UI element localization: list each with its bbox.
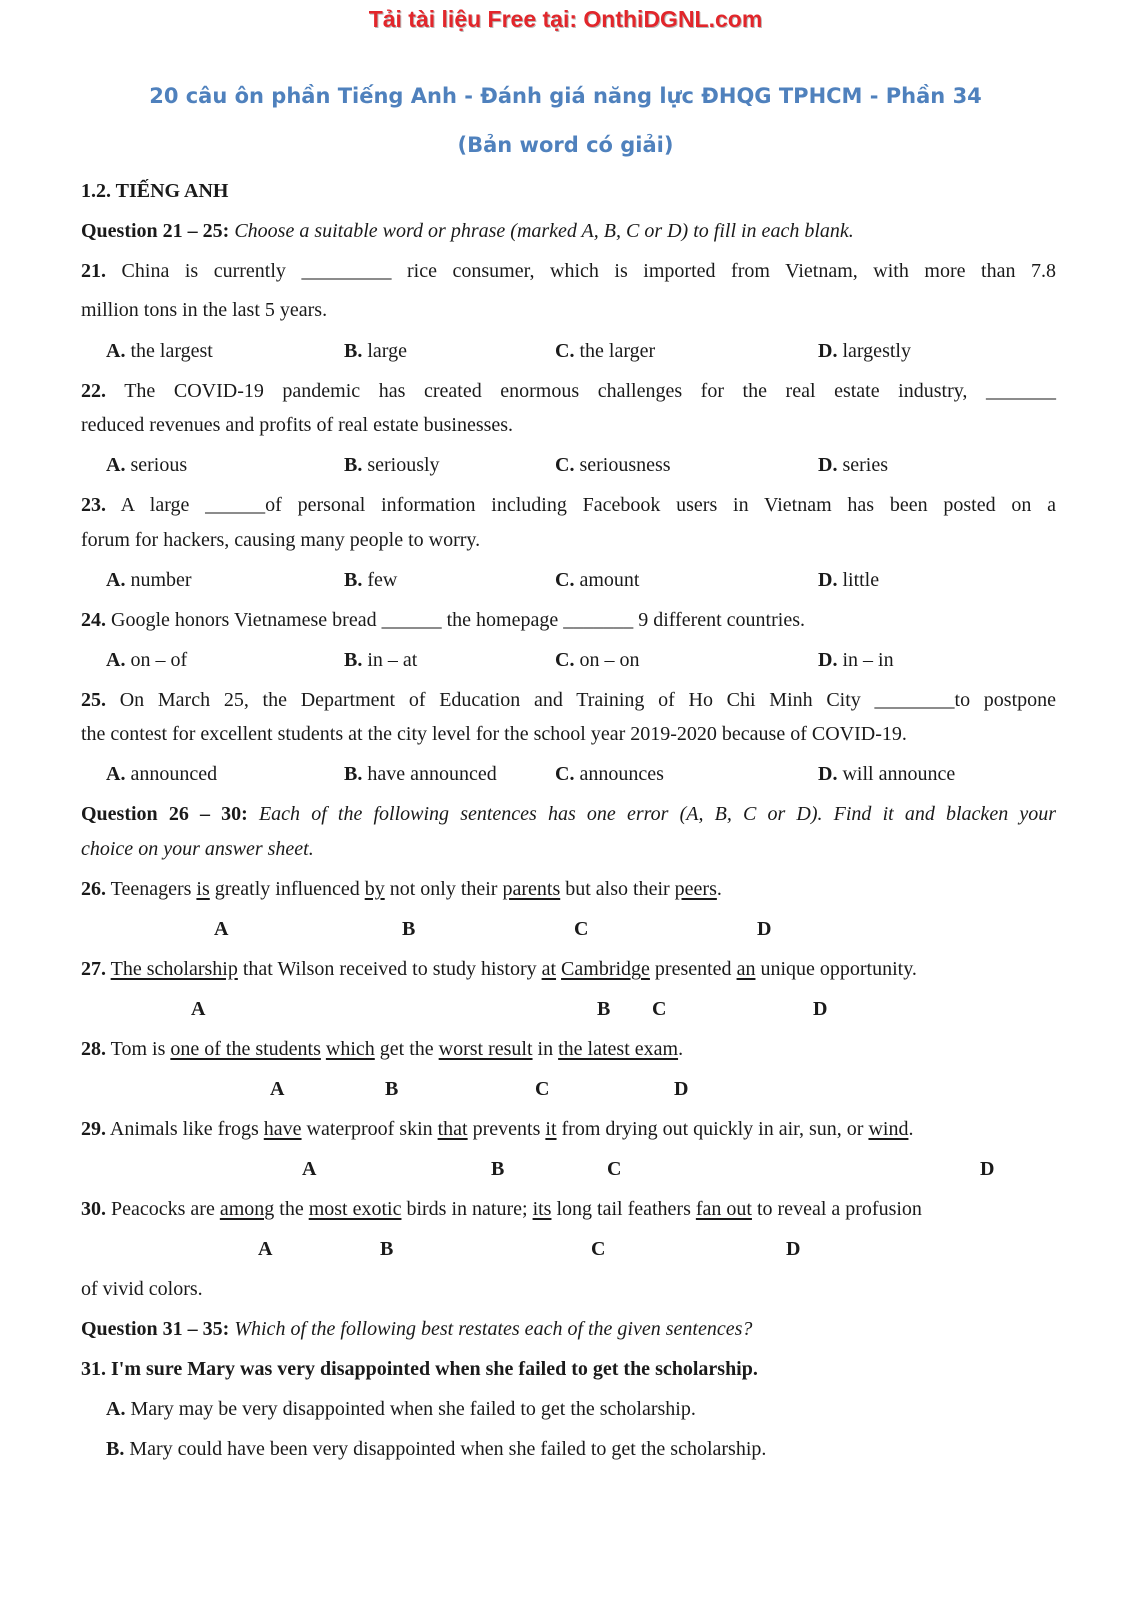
question-30: 30. Peacocks are among the most exotic birds in nature; its long tail feathers fan out to reveal a profusion [81,1198,922,1220]
question-number: 21. [81,260,106,282]
question-25-continued: the contest for excellent students at the city level for the school year 2019-2020 because of COVID-19. [81,723,907,745]
q26-segment-a[interactable]: is [196,878,210,900]
download-banner: Tải tài liệu Free tại: OnthiDGNL.com [368,6,763,32]
question-21-continued: million tons in the last 5 years. [81,299,328,321]
question-23-continued: forum for hackers, causing many people to worry. [81,529,481,551]
part1-instruction-text: Choose a suitable word or phrase (marked A, B, C or D) to fill in each blank. [234,220,854,242]
q29-label-d: D [980,1158,995,1180]
q30-segment-b[interactable]: most exotic [308,1198,402,1220]
q21-option-b[interactable]: B. large [344,340,407,362]
q26-label-d: D [757,918,772,940]
q31-option-b[interactable]: B. Mary could have been very disappointed when she failed to get the scholarship. [106,1438,767,1460]
question-25 [81,688,1056,712]
question-text: On March 25, the Department of Education and Training of Ho Chi Minh City ________to postpone [119,689,1057,711]
question-number: 27. [81,958,106,980]
q23-option-d[interactable]: D. little [818,569,880,591]
q27-segment-c[interactable]: Cambridge [561,958,650,980]
q30-segment-c[interactable]: its [532,1198,552,1220]
q29-segment-d[interactable]: wind [868,1118,909,1140]
part1-instruction [81,219,1056,243]
q26-segment-c[interactable]: parents [502,878,561,900]
q30-label-c: C [591,1238,606,1260]
q30-segment-a[interactable]: among [219,1198,275,1220]
q27-segment-d[interactable]: an [736,958,756,980]
question-24 [81,608,1056,632]
question-28: 28. Tom is one of the students which get the worst result in the latest exam. [81,1038,684,1060]
q30-label-b: B [380,1238,394,1260]
q29-label-b: B [491,1158,505,1180]
q27-segment-b[interactable]: at [541,958,557,980]
q30-label-a: A [258,1238,273,1260]
question-number: 31. [81,1358,106,1380]
question-text: A large ______of personal information including Facebook users in Vietnam has been posted on a [120,494,1056,516]
q24-option-c[interactable]: C. on – on [555,649,640,671]
q28-label-d: D [674,1078,689,1100]
q29-segment-c[interactable]: it [545,1118,557,1140]
q23-option-b[interactable]: B. few [344,569,398,591]
q22-option-b[interactable]: B. seriously [344,454,440,476]
q27-label-b: B [597,998,611,1020]
q24-option-b[interactable]: B. in – at [344,649,418,671]
question-21 [81,259,1056,283]
question-29: 29. Animals like frogs have waterproof skin that prevents it from drying out quickly in air, sun, or wind. [81,1118,914,1140]
q26-segment-b[interactable]: by [364,878,385,900]
q29-label-c: C [607,1158,622,1180]
q24-option-a[interactable]: A. on – of [106,649,188,671]
question-31 [81,1357,1056,1381]
q25-option-d[interactable]: D. will announce [818,763,956,785]
q28-segment-b[interactable]: which [325,1038,375,1060]
question-number: 29. [81,1118,106,1140]
q21-option-c[interactable]: C. the larger [555,340,656,362]
q28-segment-a[interactable]: one of the students [170,1038,321,1060]
question-26: 26. Teenagers is greatly influenced by not only their parents but also their peers. [81,878,722,900]
q26-label-c: C [574,918,589,940]
question-text: The COVID-19 pandemic has created enormous challenges for the real estate industry, _______ [124,380,1057,402]
q28-segment-c[interactable]: worst result [438,1038,533,1060]
q28-label-a: A [270,1078,285,1100]
question-number: 23. [81,494,106,516]
question-27: 27. The scholarship that Wilson received to study history at Cambridge presented an unique opportunity. [81,958,917,980]
document-subtitle: (Bản word có giải) [457,133,674,157]
q27-label-d: D [813,998,828,1020]
q25-option-c[interactable]: C. announces [555,763,664,785]
question-text: Google honors Vietnamese bread ______ the homepage _______ 9 different countries. [111,609,805,631]
question-30-continued: of vivid colors. [81,1278,203,1300]
part2-instruction-text: Each of the following sentences has one error (A, B, C or D). Find it and blacken your [258,803,1057,825]
q23-option-c[interactable]: C. amount [555,569,640,591]
q29-segment-a[interactable]: have [263,1118,302,1140]
question-number: 22. [81,380,106,402]
q26-segment-d[interactable]: peers [674,878,717,900]
q28-label-c: C [535,1078,550,1100]
section-heading: 1.2. TIẾNG ANH [81,180,229,202]
question-text: China is currently _________ rice consumer, which is imported from Vietnam, with more than 7.8 [121,260,1057,282]
part1-label: Question 21 – 25: [81,220,230,242]
part3-instruction-text: Which of the following best restates each of the given sentences? [234,1318,753,1340]
q26-label-a: A [214,918,229,940]
part3-label: Question 31 – 35: [81,1318,230,1340]
q30-segment-d[interactable]: fan out [695,1198,752,1220]
part2-label: Question 26 – 30: [81,803,248,825]
q22-option-c[interactable]: C. seriousness [555,454,671,476]
q22-option-a[interactable]: A. serious [106,454,188,476]
q31-option-a[interactable]: A. Mary may be very disappointed when she failed to get the scholarship. [106,1398,696,1420]
q29-label-a: A [302,1158,317,1180]
question-stem: I'm sure Mary was very disappointed when she failed to get the scholarship. [111,1358,758,1380]
q27-segment-a[interactable]: The scholarship [110,958,238,980]
q26-label-b: B [402,918,416,940]
question-number: 26. [81,878,106,900]
q22-option-d[interactable]: D. series [818,454,888,476]
q28-label-b: B [385,1078,399,1100]
q29-segment-b[interactable]: that [437,1118,468,1140]
question-number: 28. [81,1038,106,1060]
question-number: 25. [81,689,106,711]
q24-option-d[interactable]: D. in – in [818,649,894,671]
q25-option-a[interactable]: A. announced [106,763,218,785]
question-23 [81,493,1056,517]
q25-option-b[interactable]: B. have announced [344,763,497,785]
q30-label-d: D [786,1238,801,1260]
question-number: 30. [81,1198,106,1220]
question-22-continued: reduced revenues and profits of real estate businesses. [81,414,514,436]
q27-label-a: A [191,998,206,1020]
part2-instruction [81,802,1056,826]
question-number: 24. [81,609,106,631]
part2-instruction-continued: choice on your answer sheet. [81,838,314,860]
q27-label-c: C [652,998,667,1020]
part3-instruction [81,1317,1056,1341]
q21-option-d[interactable]: D. largestly [818,340,911,362]
q23-option-a[interactable]: A. number [106,569,192,591]
question-22 [81,379,1056,403]
q21-option-a[interactable]: A. the largest [106,340,213,362]
q28-segment-d[interactable]: the latest exam [558,1038,679,1060]
document-title: 20 câu ôn phần Tiếng Anh - Đánh giá năng lực ĐHQG TPHCM - Phần 34 [149,84,982,108]
